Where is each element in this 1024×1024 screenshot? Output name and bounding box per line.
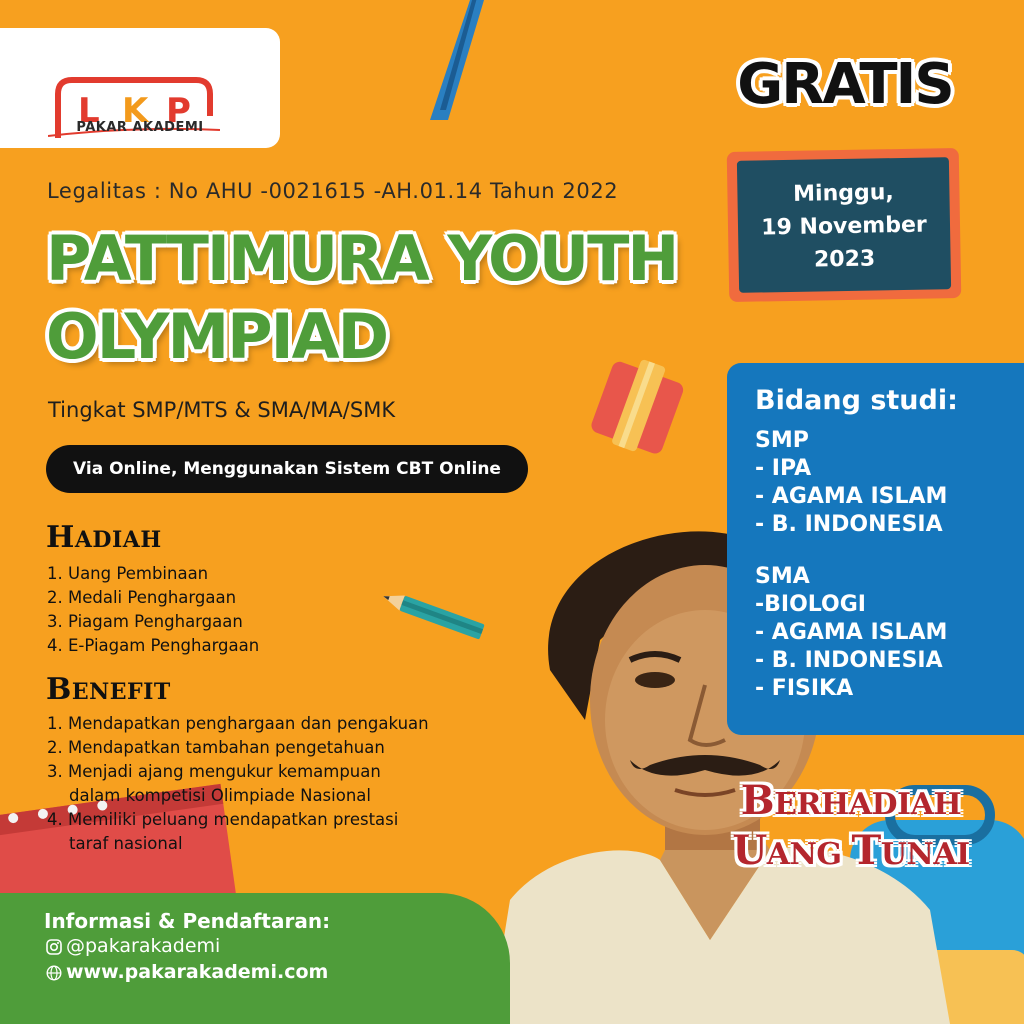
gratis-label: GRATIS <box>737 52 953 117</box>
pencil-icon <box>375 585 495 645</box>
list-item: 2. Mendapatkan tambahan pengetahuan <box>47 738 385 757</box>
sharpener-icon <box>585 355 690 460</box>
svg-text:L: L <box>78 91 100 131</box>
event-title-line-1: PATTIMURA YOUTH <box>46 222 678 295</box>
online-badge: Via Online, Menggunakan Sistem CBT Online <box>46 445 528 493</box>
legalitas-text: Legalitas : No AHU -0021615 -AH.01.14 Tahun 2022 <box>47 179 619 203</box>
study-fields-panel <box>727 363 1024 735</box>
instagram-icon <box>46 939 62 955</box>
list-item: dalam kompetisi Olimpiade Nasional <box>69 786 371 805</box>
smp-list <box>755 427 947 539</box>
study-fields-title: Bidang studi: <box>755 385 958 416</box>
website-url: www.pakarakademi.com <box>66 961 329 983</box>
ruler-icon <box>420 0 490 120</box>
date-year: 2023 <box>813 246 876 273</box>
list-item: 3. Piagam Penghargaan <box>47 612 243 631</box>
registration-title: Informasi & Pendaftaran: <box>44 909 331 933</box>
level-text: Tingkat SMP/MTS & SMA/MA/SMK <box>48 398 396 422</box>
list-item: 1. Mendapatkan penghargaan dan pengakuan <box>47 714 429 733</box>
hadiah-heading: HADIAH <box>46 520 162 555</box>
cash-prize-line-1: BERHADIAH <box>740 777 962 824</box>
date-board-inner <box>737 157 951 293</box>
list-item: taraf nasional <box>69 834 183 853</box>
instagram-row[interactable] <box>46 935 220 957</box>
list-item: 2. Medali Penghargaan <box>47 588 237 607</box>
cash-prize-label <box>716 778 986 878</box>
date-month: 19 November <box>761 212 927 241</box>
sma-list <box>755 563 947 703</box>
date-board <box>727 148 962 302</box>
list-item: -BIOLOGI <box>755 592 866 617</box>
svg-text:K: K <box>122 91 149 131</box>
list-item: - AGAMA ISLAM <box>755 620 948 645</box>
registration-info <box>0 893 510 1024</box>
svg-text:P: P <box>166 91 191 131</box>
list-item: - AGAMA ISLAM <box>755 484 948 509</box>
event-title-line-2: OLYMPIAD <box>46 300 388 373</box>
list-item: - IPA <box>755 456 812 481</box>
logo-text: PAKAR AKADEMI <box>76 120 204 135</box>
list-item: 4. E-Piagam Penghargaan <box>47 636 260 655</box>
list-item: - B. INDONESIA <box>755 648 943 673</box>
list-item: SMP <box>755 428 809 453</box>
logo-card <box>0 28 280 148</box>
list-item: - FISIKA <box>755 676 854 701</box>
date-day: Minggu, <box>792 180 894 207</box>
list-item: 3. Menjadi ajang mengukur kemampuan <box>47 762 381 781</box>
hadiah-list <box>47 562 259 658</box>
website-row[interactable] <box>46 961 328 983</box>
instagram-handle: @pakarakademi <box>66 935 221 957</box>
cash-prize-line-2: UANG TUNAI <box>732 827 970 874</box>
benefit-list <box>47 712 429 856</box>
globe-icon <box>46 965 62 981</box>
list-item: 4. Memiliki peluang mendapatkan prestasi <box>47 810 399 829</box>
list-item: - B. INDONESIA <box>755 512 943 537</box>
benefit-heading: BENEFIT <box>46 672 171 707</box>
list-item: 1. Uang Pembinaan <box>47 564 209 583</box>
list-item: SMA <box>755 564 810 589</box>
